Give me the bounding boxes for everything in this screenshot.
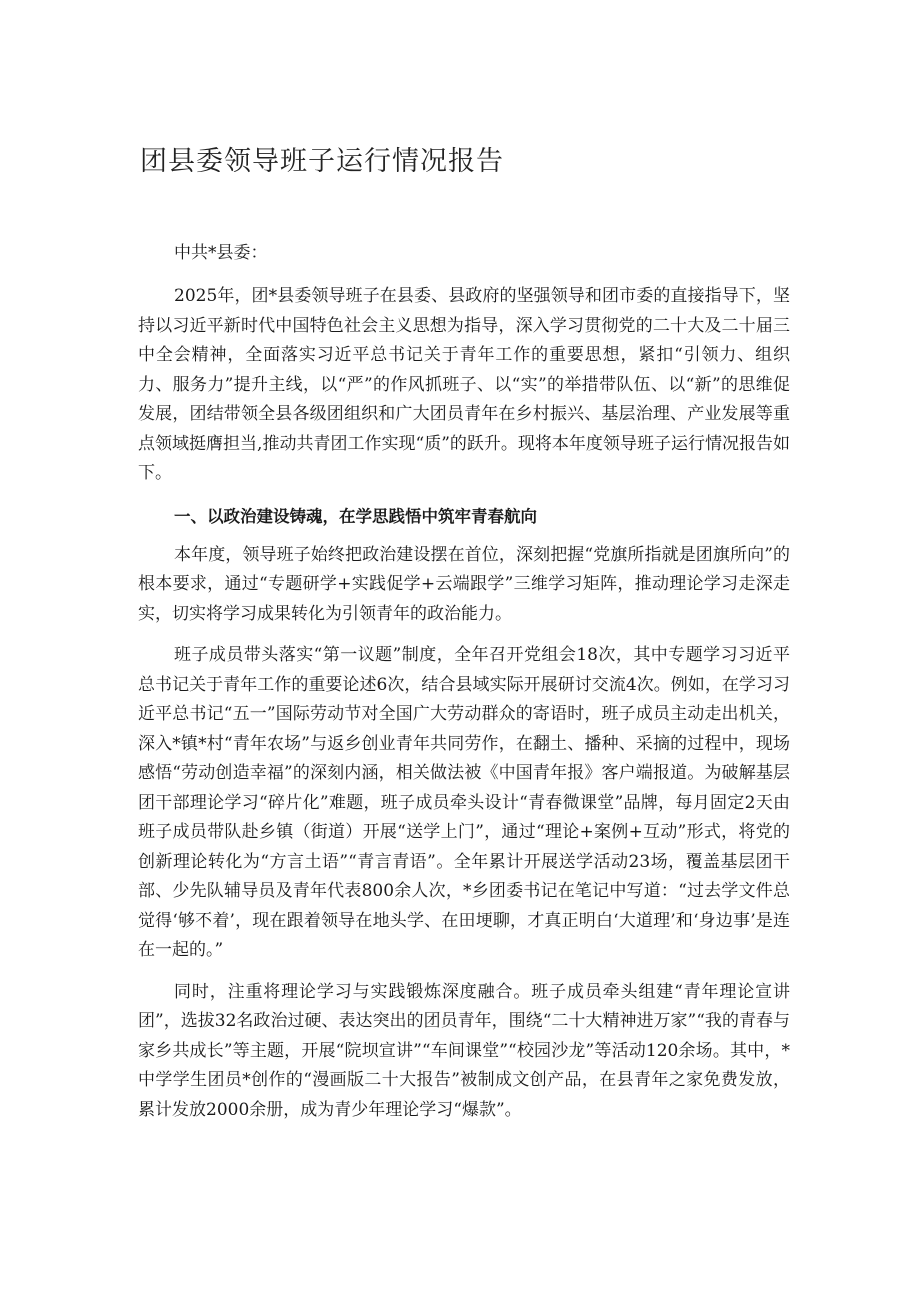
section-paragraph: 同时，注重将理论学习与实践锻炼深度融合。班子成员牵头组建“青年理论宣讲团”，选拔32名政治过硬、表达突出的团员青年，围绕“二十大精神进万家”“我的青春与家乡共成长”等主题，开展“院坝宣讲”“车间课堂”“校园沙龙”等活动120余场。其中，*中学学生团员*创作的“漫画版二十大报告”被制成文创产品，在县青年之家免费发放，累计发放2000余册，成为青少年理论学习“爆款”。 [138, 981, 790, 1120]
section-paragraph: 班子成员带头落实“第一议题”制度，全年召开党组会18次，其中专题学习习近平总书记关于青年工作的重要论述6次，结合县域实际开展研讨交流4次。例如，在学习习近平总书记“五一”国际劳动节对全国广大劳动群众的寄语时，班子成员主动走出机关，深入*镇*村“青年农场”与返乡创业青年共同劳作，在翻土、播种、采摘的过程中，现场感悟“劳动创造幸福”的深刻内涵，相关做法被《中国青年报》客户端报道。为破解基层团干部理论学习“碎片化”难题，班子成员牵头设计“青春微课堂”品牌，每月固定2天由班子成员带队赴乡镇（街道）开展“送学上门”，通过“理论+案例+互动”形式，将党的创新理论转化为“方言土语”“青言青语”。全年累计开展送学活动23场，覆盖基层团干部、少先队辅导员及青年代表800余人次，*乡团委书记在笔记中写道：“过去学文件总觉得‘够不着’，现在跟着领导在地头学、在田埂聊，才真正明白‘大道理’和‘身边事’是连在一起的。” [138, 645, 790, 960]
intro-paragraph: 2025年，团*县委领导班子在县委、县政府的坚强领导和团市委的直接指导下，坚持以习近平新时代中国特色社会主义思想为指导，深入学习贯彻党的二十大及二十届三中全会精神，全面落实习近平总书记关于青年工作的重要思想，紧扣“引领力、组织力、服务力”提升主线，以“严”的作风抓班子、以“实”的举措带队伍、以“新”的思维促发展，团结带领全县各级团组织和广大团员青年在乡村振兴、基层治理、产业发展等重点领域挺膺担当,推动共青团工作实现“质”的跃升。现将本年度领导班子运行情况报告如下。 [138, 286, 790, 483]
salutation: 中共*县委： [174, 243, 268, 263]
section-heading: 一、以政治建设铸魂，在学思践悟中筑牢青春航向 [174, 506, 537, 526]
document-body [138, 236, 790, 1137]
section-paragraph: 本年度，领导班子始终把政治建设摆在首位，深刻把握“党旗所指就是团旗所向”的根本要求，通过“专题研学+实践促学+云端跟学”三维学习矩阵，推动理论学习走深走实，切实将学习成果转化为引领青年的政治能力。 [138, 544, 790, 624]
document-title: 团县委领导班子运行情况报告 [140, 146, 504, 177]
